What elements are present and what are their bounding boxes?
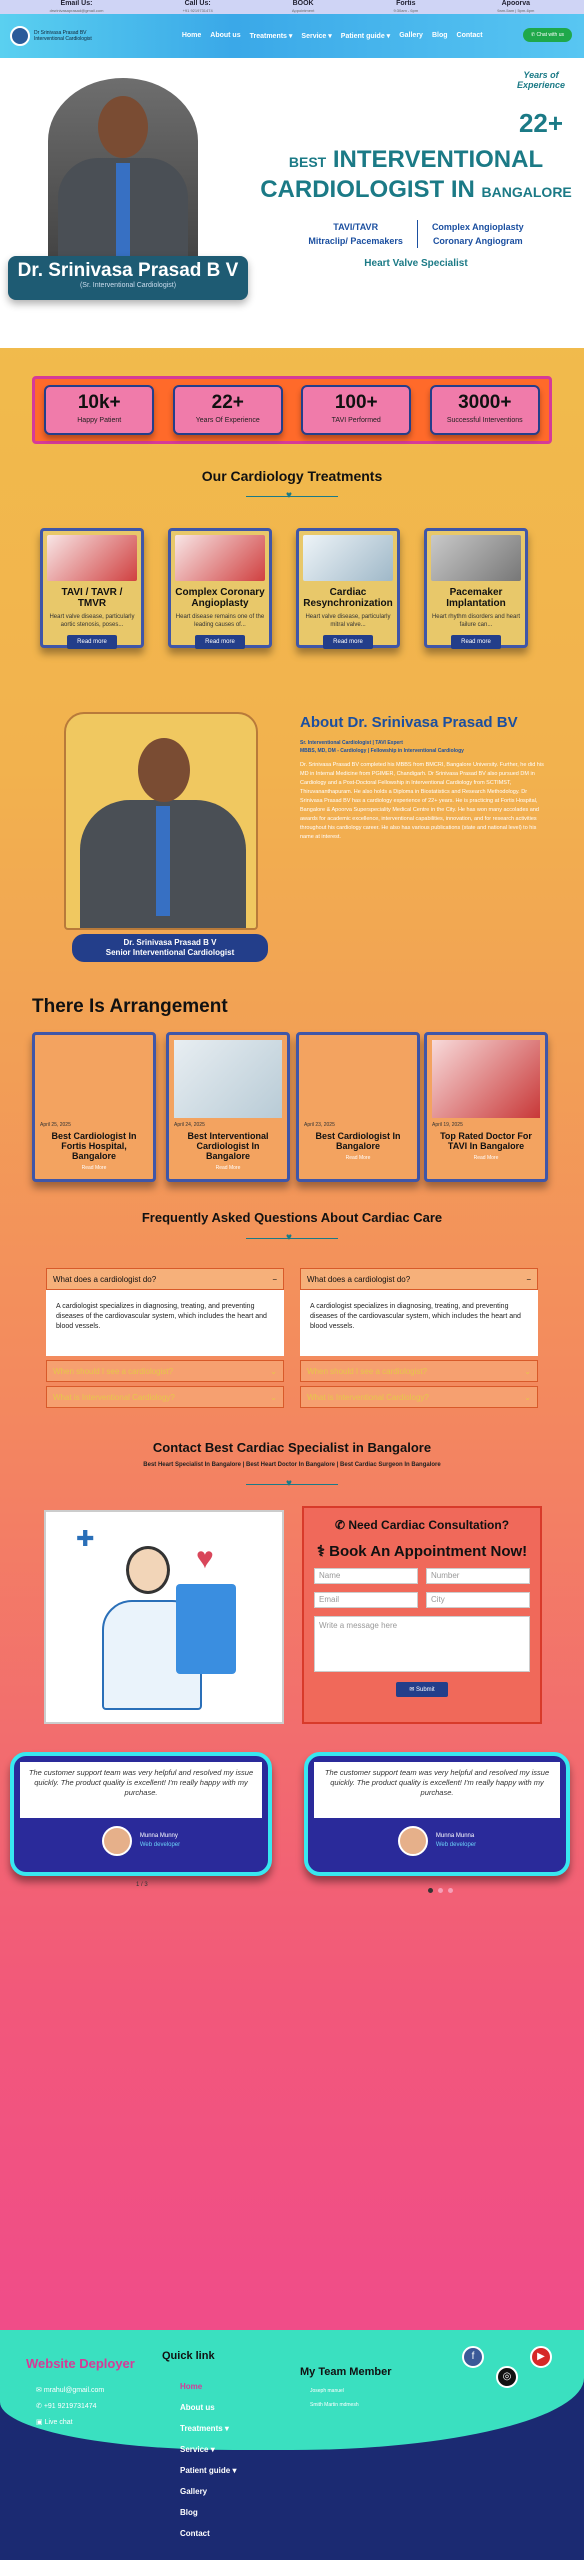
faq-answer: A cardiologist specializes in diagnosing, treating, and preventing diseases of the cardiovascular system, which includes the heart and blood vessels.	[300, 1290, 538, 1356]
faq-question[interactable]: When should I see a cardiologist? ⌄	[300, 1360, 538, 1382]
about-photo	[64, 712, 258, 930]
read-more-link[interactable]: Read More	[81, 1165, 107, 1171]
heart-icon: ♥	[196, 1542, 214, 1575]
heart-divider-icon	[246, 1482, 338, 1488]
faq-question[interactable]: What does a cardiologist do? −	[300, 1268, 538, 1290]
quick-links-title: Quick link	[162, 2350, 215, 2362]
fortis-hours: Fortis 9:30am - 6pm	[393, 0, 419, 13]
minus-icon: −	[526, 1274, 531, 1284]
avatar	[102, 1826, 132, 1856]
post-image	[304, 1040, 412, 1118]
footer	[0, 2330, 584, 2560]
logo-avatar	[10, 26, 30, 46]
footer-chat[interactable]: ▣ Live chat	[36, 2419, 73, 2426]
testimonial-quote: The customer support team was very helpful and resolved my issue quickly. The product quality is excellent! I'm really happy with my purchase.	[314, 1762, 560, 1818]
nav-home[interactable]: Home	[181, 32, 202, 39]
avatar	[398, 1826, 428, 1856]
youtube-icon[interactable]: ▶	[530, 2346, 552, 2368]
slider-dot[interactable]	[428, 1888, 433, 1893]
apoorva-hours: Apoorva 9am-5am | 5pm-6pm	[497, 0, 535, 13]
footer-link[interactable]: Home	[180, 2382, 203, 2391]
footer-phone[interactable]: ✆ +91 9219731474	[36, 2403, 97, 2410]
hero-specialties: TAVI/TAVR Mitraclip/ Pacemakers Complex Angioplasty Coronary Angiogram	[308, 222, 524, 246]
treatments-title: Our Cardiology Treatments	[201, 468, 383, 484]
submit-button[interactable]: ✉ Submit	[396, 1682, 448, 1697]
about-section: About Dr. Srinivasa Prasad BV Sr. Interventional Cardiologist | TAVI Expert MBBS, MD, DM - Cardiology | Fellowship in Interventional Cardiology Dr. Srinivasa Prasad BV completed his MBBS from BMCRI, Bangalore University. Further, he did his MD in Internal Medicine from PGIMER, Chandigarh. Dr Srinivasa Prasad BV also pursued DM in Cardiology and a Post-Doctoral Fellowship in Interventional Cardiology from SCTIMST, Thiruvananthapuram. He also holds a Diploma in Biostatistics and Research Methodology. Dr Srinivasa Prasad BV has a cardiology experience of 22+ years. He is practicing at Fortis Hospital, Bangalore & Apoorva Superspeciality Medical Centre in the City. He has won many accolades and awards for academic excellence, interventional capabilities, innovation, and for research activities throughout his cardiology career. He also has various publications (state and national level) to his name at interest.	[300, 714, 550, 842]
footer-link[interactable]: Patient guide ▾	[180, 2466, 237, 2475]
main-nav	[0, 14, 584, 58]
treatment-card[interactable]: TAVI / TAVR / TMVR Heart valve disease, particularly aortic stenosis, poses... Read more	[40, 528, 144, 648]
footer-link[interactable]: Gallery	[180, 2487, 208, 2496]
blog-post-card[interactable]: April 24, 2025 Best Interventional Cardiologist In Bangalore Read More	[166, 1032, 290, 1182]
contact-subtitle: Best Heart Specialist In Bangalore | Best Heart Doctor In Bangalore | Best Cardiac Surgeon In Bangalore	[143, 1462, 441, 1468]
team-title: My Team Member	[300, 2366, 392, 2378]
about-body: Dr. Srinivasa Prasad BV completed his MBBS from BMCRI, Bangalore University. Further, he did his MD in Internal Medicine from PGIMER, Chandigarh. Dr Srinivasa Prasad BV also pursued DM in Cardiology and a Post-Doctoral Fellowship in Interventional Cardiology from SCTIMST, Thiruvananthapuram. He also holds a Diploma in Biostatistics and Research Methodology. Dr Srinivasa Prasad BV has a cardiology experience of 22+ years. He is practicing at Fortis Hospital, Bangalore & Apoorva Superspeciality Medical Centre in the City. He has won many accolades and awards for academic excellence, interventional capabilities, innovation, and for research activities throughout his cardiology career. He also has various publications (state and national level) to his name at interest.	[300, 762, 544, 840]
treatment-card[interactable]: Complex Coronary Angioplasty Heart disease remains one of the leading causes of... Read more	[168, 528, 272, 648]
footer-link[interactable]: Service ▾	[180, 2445, 215, 2454]
faq-question[interactable]: What is Interventional Cardiology? ⌄	[46, 1386, 284, 1408]
doctor-icon: ⚕	[316, 1543, 330, 1560]
stat-card: 100+ TAVI Performed	[301, 385, 411, 435]
nav-gallery[interactable]: Gallery	[399, 32, 423, 39]
footer-brand: Website Deployer	[26, 2356, 135, 2371]
mail-icon: ✉	[36, 2387, 44, 2394]
about-heading: About Dr. Srinivasa Prasad BV	[300, 714, 518, 731]
slider-dot[interactable]	[438, 1888, 443, 1893]
heart-divider-icon	[246, 1236, 338, 1242]
slider-counter: 1 / 3	[136, 1882, 148, 1888]
nav-blog[interactable]: Blog	[431, 32, 448, 39]
nav-menu	[182, 32, 483, 40]
hero-name-card: Dr. Srinivasa Prasad B V (Sr. Interventional Cardiologist)	[8, 256, 248, 300]
blog-post-card[interactable]: April 25, 2025 Best Cardiologist In Fortis Hospital, Bangalore Read More	[32, 1032, 156, 1182]
nav-about[interactable]: About us	[210, 32, 241, 39]
read-more-link[interactable]: Read More	[473, 1155, 499, 1161]
testimonial-card: The customer support team was very helpful and resolved my issue quickly. The product quality is excellent! I'm really happy with my purchase. Munna Munna Web developer	[304, 1752, 570, 1876]
treatment-image	[303, 535, 393, 581]
post-date: April 23, 2025	[304, 1122, 335, 1128]
post-date: April 19, 2025	[432, 1122, 463, 1128]
chevron-down-icon: ⌄	[270, 1366, 277, 1376]
minus-icon: −	[272, 1274, 277, 1284]
email-info[interactable]: Email Us: drsrinivasaprasad@gmail.com	[49, 0, 104, 13]
name-input[interactable]: Name	[314, 1568, 418, 1584]
appointment-form: ✆ Need Cardiac Consultation? ⚕ Book An Appointment Now! Name Number Email City Write a message here ✉ Submit	[302, 1506, 542, 1724]
treatment-card[interactable]: Pacemaker Implantation Heart rhythm disorders and heart failure can... Read more	[424, 528, 528, 648]
contact-title: Contact Best Cardiac Specialist in Bangalore	[152, 1440, 432, 1455]
hero-section	[0, 58, 584, 348]
post-date: April 24, 2025	[174, 1122, 205, 1128]
nav-contact[interactable]: Contact	[456, 32, 483, 39]
post-image	[40, 1040, 148, 1118]
faq-title: Frequently Asked Questions About Cardiac Care	[141, 1210, 443, 1225]
testimonial-quote: The customer support team was very helpful and resolved my issue quickly. The product quality is excellent! I'm really happy with my purchase.	[20, 1762, 262, 1818]
faq-question[interactable]: What is Interventional Cardiology? ⌄	[300, 1386, 538, 1408]
footer-email[interactable]: ✉ mrahul@gmail.com	[36, 2387, 105, 2394]
book-info[interactable]: BOOK Appointment	[291, 0, 315, 13]
nav-service[interactable]: Service ▾	[301, 33, 332, 40]
faq-column-left	[46, 1268, 284, 1408]
chevron-down-icon: ⌄	[270, 1392, 277, 1402]
site-logo[interactable]: Dr Srinivasa Prasad BV Interventional Cardiologist	[10, 26, 92, 46]
treatment-image	[431, 535, 521, 581]
whatsapp-button[interactable]: ✆ Chat with us	[523, 28, 572, 42]
footer-link[interactable]: Blog	[180, 2508, 198, 2517]
team-member: Joseph manuel	[310, 2388, 344, 2394]
clipboard-icon	[176, 1584, 236, 1674]
read-more-button[interactable]: Read more	[195, 635, 245, 649]
read-more-button[interactable]: Read more	[451, 635, 501, 649]
facebook-icon[interactable]: f	[462, 2346, 484, 2368]
email-input[interactable]: Email	[314, 1592, 418, 1608]
message-textarea[interactable]: Write a message here	[314, 1616, 530, 1672]
stat-card: 10k+ Happy Patient	[44, 385, 154, 435]
medical-cross-icon: ✚	[76, 1526, 95, 1551]
treatment-image	[175, 535, 265, 581]
footer-link[interactable]: Contact	[180, 2529, 210, 2538]
phone-icon: ✆	[334, 1518, 349, 1532]
footer-link[interactable]: Treatments ▾	[180, 2424, 229, 2433]
read-more-link[interactable]: Read More	[345, 1155, 371, 1161]
number-input[interactable]: Number	[426, 1568, 530, 1584]
stat-card: 3000+ Successful Interventions	[430, 385, 540, 435]
faq-question[interactable]: What does a cardiologist do? −	[46, 1268, 284, 1290]
faq-question[interactable]: When should I see a cardiologist? ⌄	[46, 1360, 284, 1382]
blog-post-card[interactable]: April 23, 2025 Best Cardiologist In Bangalore Read More	[296, 1032, 420, 1182]
treatment-card[interactable]: Cardiac Resynchronization Heart valve disease, particularly mitral valve... Read more	[296, 528, 400, 648]
nav-treatments[interactable]: Treatments ▾	[249, 33, 293, 40]
blog-post-card[interactable]: April 19, 2025 Top Rated Doctor For TAVI In Bangalore Read More	[424, 1032, 548, 1182]
treatment-image	[47, 535, 137, 581]
hero-headline: BEST INTERVENTIONAL CARDIOLOGIST IN BANGALORE TAVI/TAVR Mitraclip/ Pacemakers Complex Angioplasty Coronary Angiogram Heart Valve Specialist	[256, 146, 576, 269]
phone-icon: ✆	[36, 2403, 44, 2410]
instagram-icon[interactable]: ◎	[496, 2366, 518, 2388]
post-image	[174, 1040, 282, 1118]
about-caption: Dr. Srinivasa Prasad B V Senior Interventional Cardiologist	[72, 934, 268, 962]
heart-divider-icon	[246, 494, 338, 500]
post-image	[432, 1040, 540, 1118]
years-badge: Years of Experience 22+	[516, 70, 566, 138]
testimonial-card: The customer support team was very helpful and resolved my issue quickly. The product quality is excellent! I'm really happy with my purchase. Munna Munny Web developer	[10, 1752, 272, 1876]
nav-patient-guide[interactable]: Patient guide ▾	[340, 33, 391, 40]
chat-icon: ▣	[36, 2419, 45, 2426]
faq-answer: A cardiologist specializes in diagnosing, treating, and preventing diseases of the cardiovascular system, which includes the heart and blood vessels.	[46, 1290, 284, 1356]
chevron-down-icon: ⌄	[524, 1366, 531, 1376]
slider-dots	[428, 1888, 453, 1893]
post-date: April 25, 2025	[40, 1122, 71, 1128]
faq-column-right	[300, 1268, 538, 1408]
arrangement-title: There Is Arrangement	[32, 996, 228, 1017]
call-info[interactable]: Call Us: +91 9219731474	[182, 0, 213, 13]
doctor-illustration	[44, 1510, 284, 1724]
read-more-link[interactable]: Read More	[215, 1165, 241, 1171]
slider-dot[interactable]	[448, 1888, 453, 1893]
stat-card: 22+ Years Of Experience	[173, 385, 283, 435]
read-more-button[interactable]: Read more	[323, 635, 373, 649]
stats-bar	[32, 376, 552, 444]
city-input[interactable]: City	[426, 1592, 530, 1608]
top-contact-bar	[0, 0, 584, 14]
team-member: Smith Martin mdmesh	[310, 2402, 359, 2408]
chevron-down-icon: ⌄	[524, 1392, 531, 1402]
read-more-button[interactable]: Read more	[67, 635, 117, 649]
footer-link[interactable]: About us	[180, 2403, 215, 2412]
